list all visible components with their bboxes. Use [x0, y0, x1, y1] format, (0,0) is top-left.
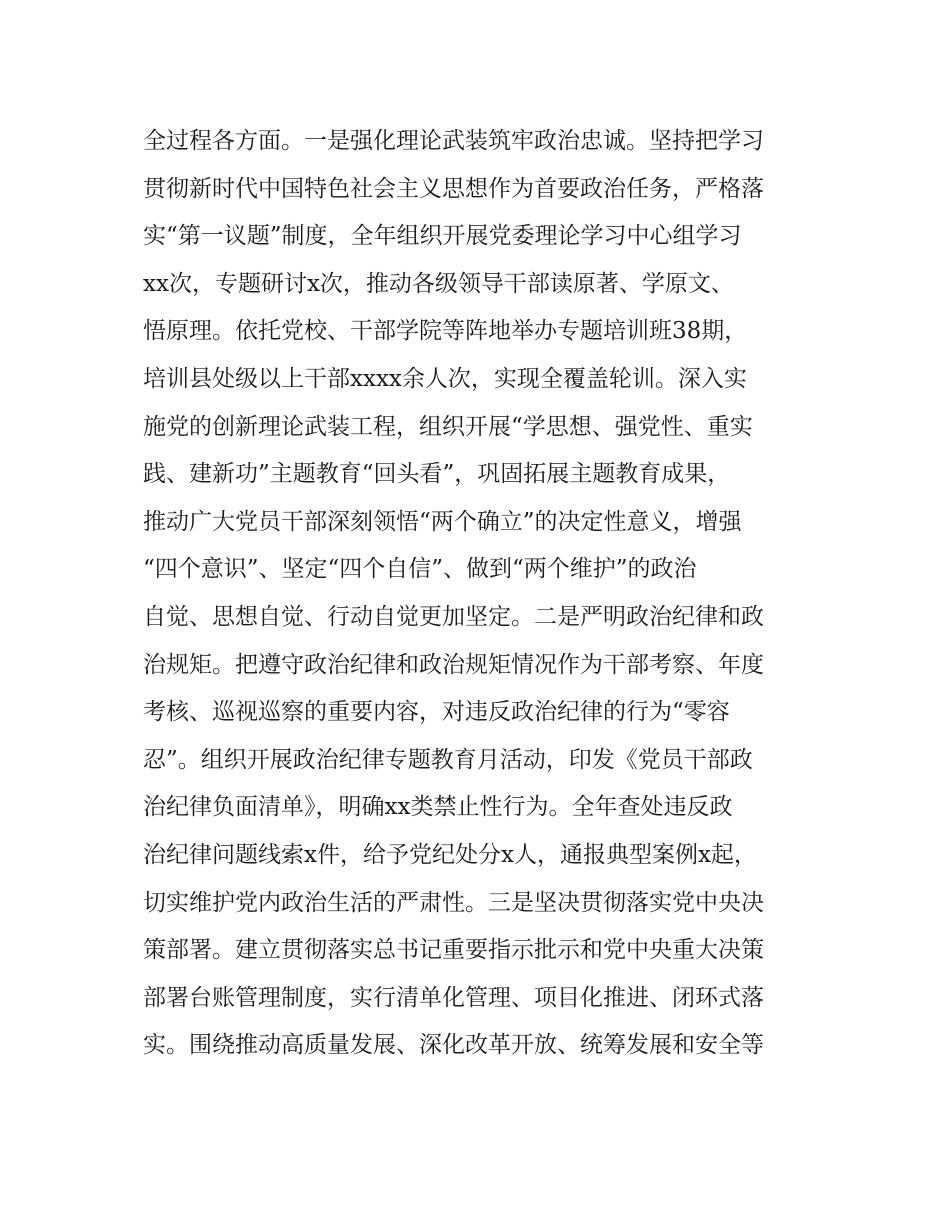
- text-line: 悟原理。依托党校、干部学院等阵地举办专题培训班38期，: [143, 318, 748, 345]
- text-line: 贯彻新时代中国特色社会主义思想作为首要政治任务，严格落: [143, 175, 764, 202]
- text-line: 实。围绕推动高质量发展、深化改革开放、统筹发展和安全等: [143, 1032, 764, 1059]
- text-line: “四个意识”、坚定“四个自信”、做到“两个维护”的政治: [143, 556, 697, 583]
- text-line: 策部署。建立贯彻落实总书记重要指示批示和党中央重大决策: [143, 937, 764, 964]
- text-line: 切实维护党内政治生活的严肃性。三是坚决贯彻落实党中央决: [143, 889, 764, 916]
- text-line: 实“第一议题”制度，全年组织开展党委理论学习中心组学习: [143, 223, 742, 250]
- text-line: 践、建新功”主题教育“回头看”，巩固拓展主题教育成果，: [143, 461, 731, 488]
- text-line: 培训县处级以上干部xxxx余人次，实现全覆盖轮训。深入实: [143, 365, 747, 392]
- text-line: 治规矩。把遵守政治纪律和政治规矩情况作为干部考察、年度: [143, 651, 764, 678]
- text-line: xx次，专题研讨x次，推动各级领导干部读原著、学原文、: [143, 270, 734, 297]
- text-line: 全过程各方面。一是强化理论武装筑牢政治忠诚。坚持把学习: [143, 128, 764, 154]
- body-text: [143, 118, 823, 1070]
- text-line: 忍”。组织开展政治纪律专题教育月活动，印发《党员干部政: [143, 746, 753, 773]
- text-line: 施党的创新理论武装工程，组织开展“学思想、强党性、重实: [143, 413, 753, 440]
- text-line: 部署台账管理制度，实行清单化管理、项目化推进、闭环式落: [143, 984, 764, 1011]
- text-line: 自觉、思想自觉、行动自觉更加坚定。二是严明政治纪律和政: [143, 603, 764, 630]
- text-line: 治纪律负面清单》，明确xx类禁止性行为。全年查处违反政: [143, 794, 733, 821]
- text-line: 治纪律问题线索x件，给予党纪处分x人，通报典型案例x起，: [143, 841, 757, 868]
- text-line: 推动广大党员干部深刻领悟“两个确立”的决定性意义，增强: [143, 508, 742, 535]
- text-line: 考核、巡视巡察的重要内容，对违反政治纪律的行为“零容: [143, 699, 730, 726]
